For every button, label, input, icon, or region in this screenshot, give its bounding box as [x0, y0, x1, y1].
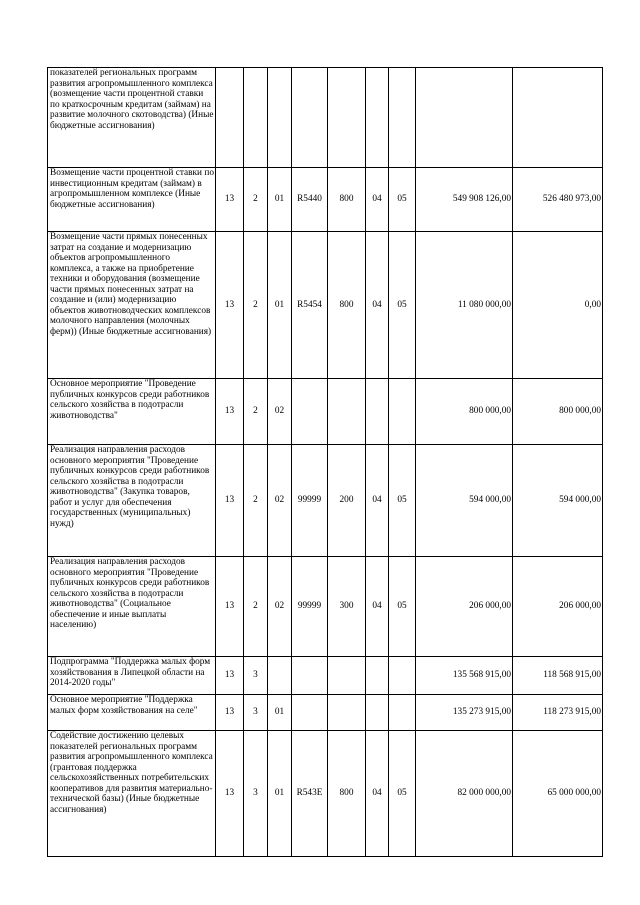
code-cell: 3 [244, 657, 268, 695]
code-cell: 3 [244, 731, 268, 857]
code-cell [389, 657, 416, 695]
code-cell: 02 [268, 379, 292, 445]
code-cell: 05 [389, 168, 416, 232]
amount-cell: 206 000,00 [416, 557, 513, 657]
code-cell: 800 [328, 168, 366, 232]
code-cell: R5440 [292, 168, 328, 232]
budget-table [47, 67, 603, 857]
code-cell [366, 695, 389, 731]
amount-cell: 118 568 915,00 [513, 657, 603, 695]
code-cell: 04 [366, 731, 389, 857]
code-cell: 99999 [292, 557, 328, 657]
code-cell [389, 695, 416, 731]
code-cell: 05 [389, 232, 416, 379]
code-cell: 01 [268, 232, 292, 379]
code-cell: 05 [389, 557, 416, 657]
code-cell: 02 [268, 445, 292, 557]
table-row [48, 68, 603, 168]
code-cell: 05 [389, 445, 416, 557]
code-cell: 300 [328, 557, 366, 657]
expense-name: Возмещение части прямых понесенных затрат на создание и модернизацию объектов агропромышленного комплекса, а также на приобретение техники и оборудования (возмещение части прямых понесенных затрат на создание и (или) модернизацию объектов животноводческих комплексов молочного направления (молочных ферм)) (Иные бюджетные ассигнования) [48, 232, 216, 379]
amount-cell: 800 000,00 [416, 379, 513, 445]
amount-cell: 11 080 000,00 [416, 232, 513, 379]
code-cell: 01 [268, 695, 292, 731]
table-row [48, 557, 603, 657]
amount-cell: 135 568 915,00 [416, 657, 513, 695]
code-cell: R5454 [292, 232, 328, 379]
expense-name: Содействие достижению целевых показателей региональных программ развития агропромышленного комплекса (грантовая поддержка сельскохозяйственных потребительских кооперативов для развития материально-технической базы) (Иные бюджетные ассигнования) [48, 731, 216, 857]
expense-name: Возмещение части процентной ставки по инвестиционным кредитам (займам) в агропромышленном комплексе (Иные бюджетные ассигнования) [48, 168, 216, 232]
code-cell [292, 657, 328, 695]
table-row [48, 731, 603, 857]
expense-name: Подпрограмма "Поддержка малых форм хозяйствования в Липецкой области на 2014-2020 годы" [48, 657, 216, 695]
code-cell: 04 [366, 168, 389, 232]
expense-name: Основное мероприятие "Проведение публичных конкурсов среди работников сельского хозяйства в подотрасли животноводства" [48, 379, 216, 445]
table-row [48, 379, 603, 445]
amount-cell: 549 908 126,00 [416, 168, 513, 232]
code-cell [328, 695, 366, 731]
code-cell: 13 [216, 232, 244, 379]
code-cell: 04 [366, 232, 389, 379]
expense-name: показателей региональных программ развития агропромышленного комплекса (возмещение части процентной ставки по краткосрочным кредитам (займам) на развитие молочного скотоводства) (Иные бюджетные ассигнования) [48, 68, 216, 168]
code-cell: 2 [244, 445, 268, 557]
code-cell: 800 [328, 232, 366, 379]
code-cell [292, 68, 328, 168]
expense-name: Основное мероприятие "Поддержка малых форм хозяйствования на селе" [48, 695, 216, 731]
amount-cell: 800 000,00 [513, 379, 603, 445]
code-cell [292, 379, 328, 445]
table-row [48, 695, 603, 731]
code-cell [292, 695, 328, 731]
code-cell [389, 379, 416, 445]
table-row [48, 168, 603, 232]
code-cell [328, 657, 366, 695]
amount-cell: 526 480 973,00 [513, 168, 603, 232]
code-cell: 13 [216, 557, 244, 657]
code-cell: 13 [216, 657, 244, 695]
code-cell: 2 [244, 557, 268, 657]
code-cell: 01 [268, 731, 292, 857]
code-cell: 2 [244, 232, 268, 379]
expense-name: Реализация направления расходов основного мероприятия "Проведение публичных конкурсов среди работников сельского хозяйства в подотрасли животноводства" (Закупка товаров, работ и услуг для обеспечения государственных (муниципальных) нужд) [48, 445, 216, 557]
table-row [48, 232, 603, 379]
code-cell [216, 68, 244, 168]
amount-cell: 135 273 915,00 [416, 695, 513, 731]
code-cell [389, 68, 416, 168]
amount-cell: 118 273 915,00 [513, 695, 603, 731]
code-cell [268, 657, 292, 695]
code-cell [366, 657, 389, 695]
expense-name: Реализация направления расходов основного мероприятия "Проведение публичных конкурсов среди работников сельского хозяйства в подотрасли животноводства" (Социальное обеспечение и иные выплаты населению) [48, 557, 216, 657]
code-cell: 2 [244, 168, 268, 232]
code-cell: 04 [366, 445, 389, 557]
code-cell: R543E [292, 731, 328, 857]
amount-cell: 206 000,00 [513, 557, 603, 657]
amount-cell: 82 000 000,00 [416, 731, 513, 857]
code-cell: 13 [216, 731, 244, 857]
code-cell [328, 379, 366, 445]
amount-cell: 65 000 000,00 [513, 731, 603, 857]
amount-cell: 594 000,00 [416, 445, 513, 557]
table-row [48, 657, 603, 695]
amount-cell [513, 68, 603, 168]
code-cell: 13 [216, 445, 244, 557]
code-cell: 800 [328, 731, 366, 857]
code-cell: 200 [328, 445, 366, 557]
code-cell [366, 379, 389, 445]
table-row [48, 445, 603, 557]
amount-cell [416, 68, 513, 168]
amount-cell: 0,00 [513, 232, 603, 379]
code-cell: 02 [268, 557, 292, 657]
amount-cell: 594 000,00 [513, 445, 603, 557]
code-cell: 3 [244, 695, 268, 731]
code-cell: 13 [216, 168, 244, 232]
code-cell: 04 [366, 557, 389, 657]
code-cell [244, 68, 268, 168]
code-cell: 2 [244, 379, 268, 445]
code-cell: 01 [268, 168, 292, 232]
code-cell: 13 [216, 379, 244, 445]
code-cell [328, 68, 366, 168]
code-cell [366, 68, 389, 168]
code-cell: 13 [216, 695, 244, 731]
code-cell [268, 68, 292, 168]
code-cell: 99999 [292, 445, 328, 557]
code-cell: 05 [389, 731, 416, 857]
